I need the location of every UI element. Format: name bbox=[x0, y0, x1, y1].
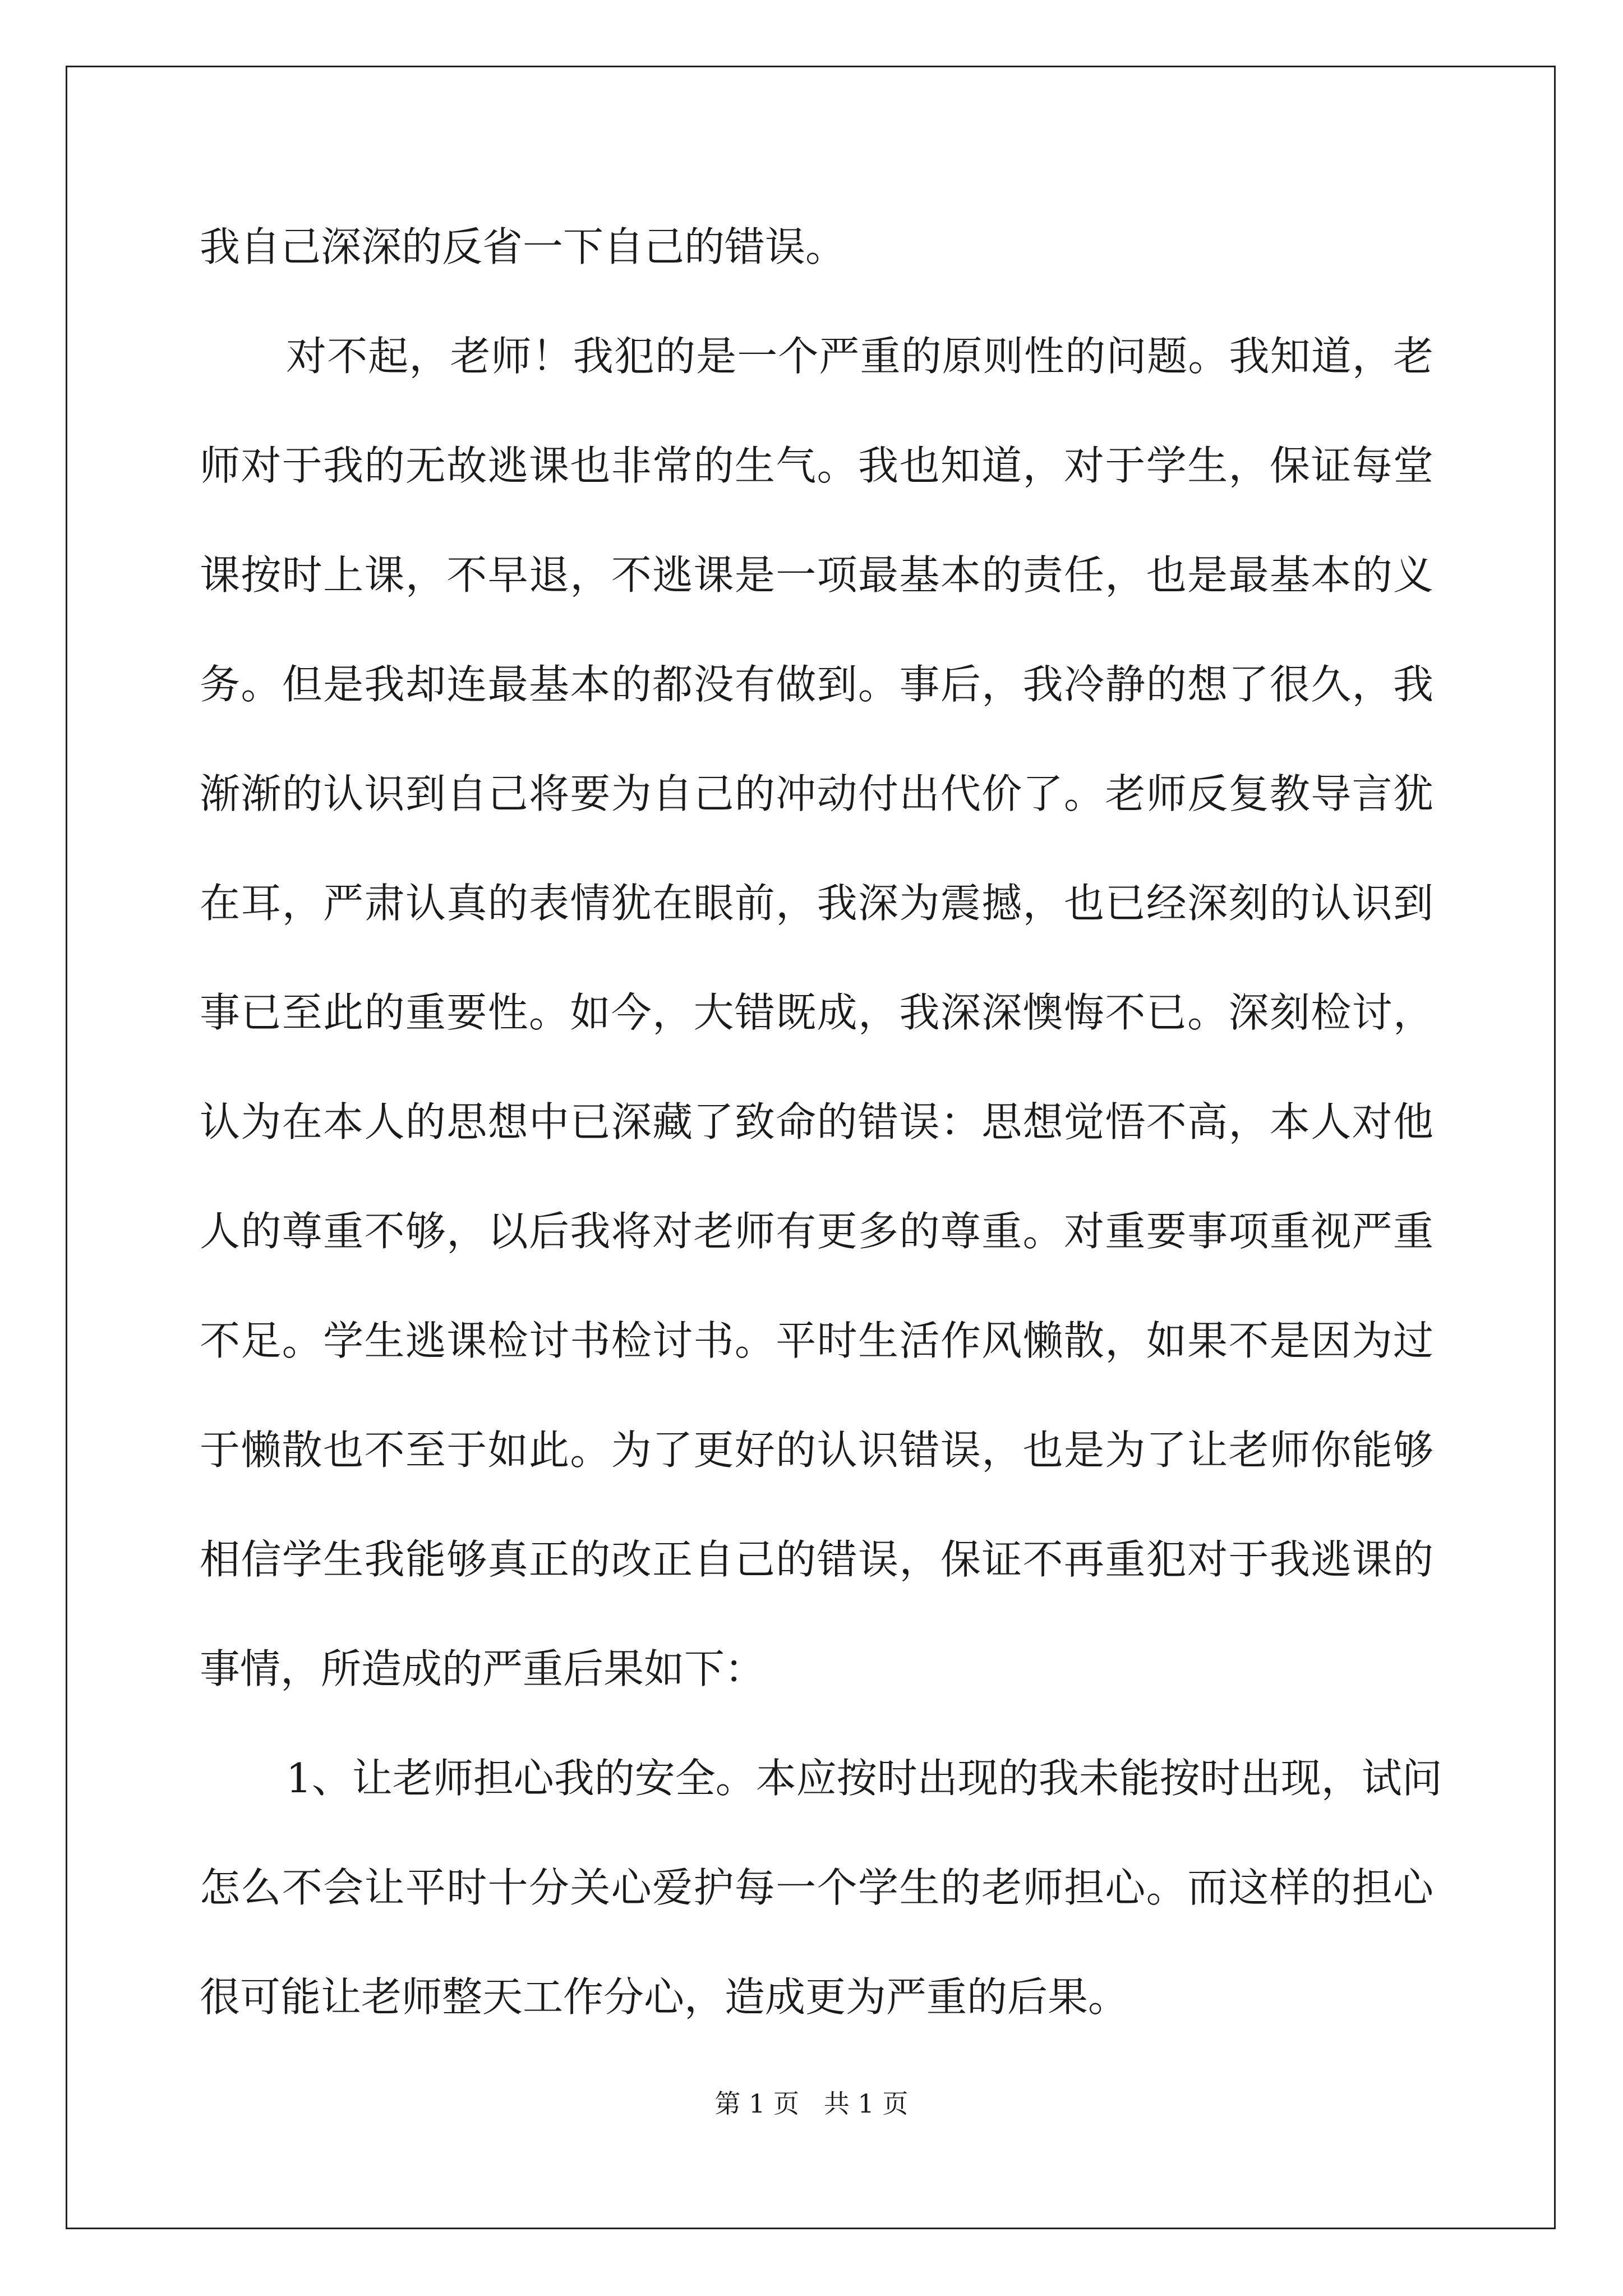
paragraph-line: 事已至此的重要性。如今，大错既成，我深深懊悔不已。深刻检讨， bbox=[200, 989, 1433, 1036]
paragraph-line: 很可能让老师整天工作分心，造成更为严重的后果。 bbox=[200, 1973, 1129, 2021]
paragraph-line: 认为在本人的思想中已深藏了致命的错误：思想觉悟不高，本人对他 bbox=[200, 1098, 1433, 1145]
paragraph-line: 相信学生我能够真正的改正自己的错误，保证不再重犯对于我逃课的 bbox=[200, 1536, 1433, 1583]
paragraph-line: 事情，所造成的严重后果如下： bbox=[200, 1645, 766, 1692]
paragraph-line: 1、让老师担心我的安全。本应按时出现的我未能按时出现，试问 bbox=[286, 1755, 1442, 1802]
page-footer: 第 1 页 共 1 页 bbox=[714, 2088, 909, 2119]
paragraph-line: 我自己深深的反省一下自己的错误。 bbox=[200, 223, 846, 270]
paragraph-line: 人的尊重不够，以后我将对老师有更多的尊重。对重要事项重视严重 bbox=[200, 1208, 1433, 1255]
paragraph-line: 渐渐的认识到自己将要为自己的冲动付出代价了。老师反复教导言犹 bbox=[200, 770, 1433, 817]
paragraph-line: 师对于我的无故逃课也非常的生气。我也知道，对于学生，保证每堂 bbox=[200, 442, 1433, 489]
paragraph-line: 怎么不会让平时十分关心爱护每一个学生的老师担心。而这样的担心 bbox=[200, 1864, 1433, 1911]
paragraph-line: 不足。学生逃课检讨书检讨书。平时生活作风懒散，如果不是因为过 bbox=[200, 1317, 1433, 1364]
paragraph-line: 在耳，严肃认真的表情犹在眼前，我深为震撼，也已经深刻的认识到 bbox=[200, 880, 1433, 927]
paragraph-line: 对不起，老师！我犯的是一个严重的原则性的问题。我知道，老 bbox=[286, 333, 1433, 380]
document-body bbox=[200, 208, 1442, 2067]
paragraph-line: 于懒散也不至于如此。为了更好的认识错误，也是为了让老师你能够 bbox=[200, 1427, 1433, 1474]
paragraph-line: 务。但是我却连最基本的都没有做到。事后，我冷静的想了很久，我 bbox=[200, 661, 1433, 708]
paragraph-line: 课按时上课，不早退，不逃课是一项最基本的责任，也是最基本的义 bbox=[200, 551, 1433, 599]
